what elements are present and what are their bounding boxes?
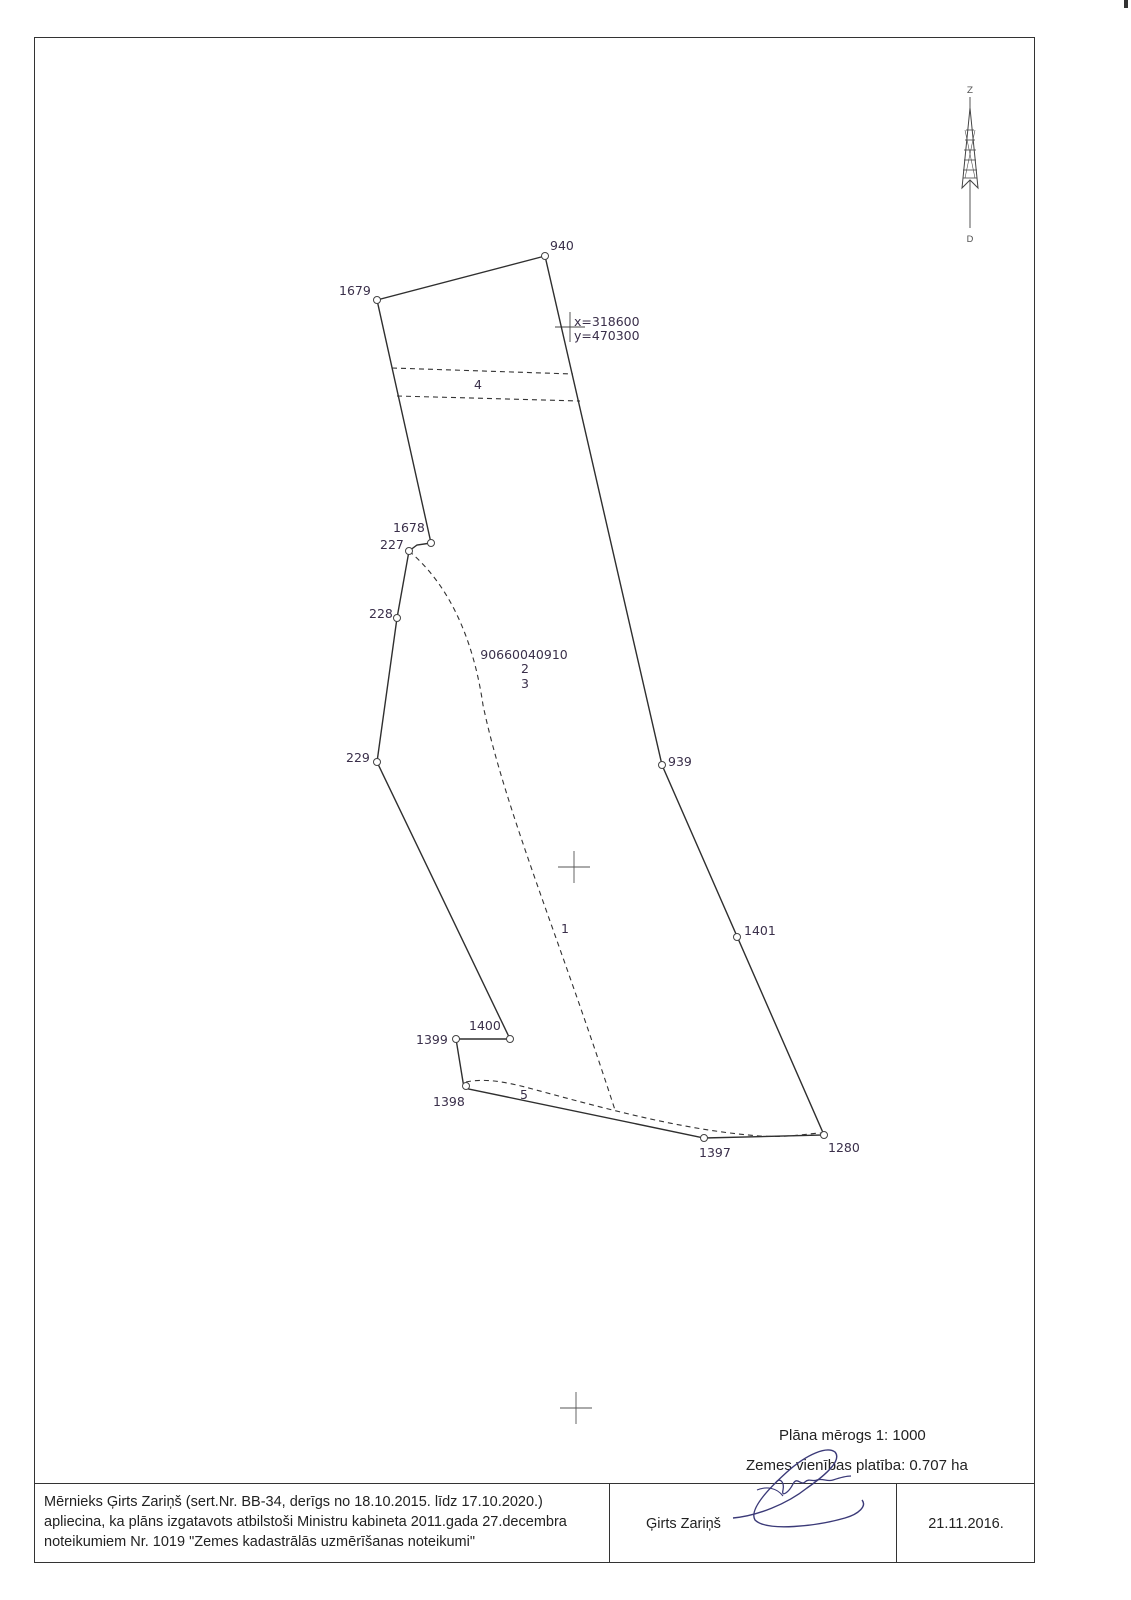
coordinate-y: y=470300 <box>574 328 640 343</box>
grid-cross-icon <box>560 1392 592 1424</box>
section-1-divider-line <box>409 551 615 1110</box>
north-letter: Z <box>966 86 974 96</box>
certification-line: apliecina, ka plāns izgatavots atbilstoši Ministru kabineta 2011.gada 27.decembra <box>44 1514 567 1530</box>
boundary-point-icon <box>507 1036 514 1043</box>
boundary-point-icon <box>453 1036 460 1043</box>
boundary-points <box>374 253 828 1142</box>
surveyor-name: Ģirts Zariņš <box>646 1516 721 1532</box>
parcel-cadastral-number: 90660040910 <box>480 647 568 662</box>
boundary-point-icon <box>463 1083 470 1090</box>
boundary-point-icon <box>542 253 549 260</box>
section-label-4: 4 <box>474 377 482 392</box>
boundary-point-icon <box>374 297 381 304</box>
section-4-upper-line <box>392 368 573 374</box>
boundary-point-icon <box>394 615 401 622</box>
point-label-1401: 1401 <box>744 923 776 938</box>
point-label-1400: 1400 <box>469 1018 501 1033</box>
certification-line: Mērnieks Ģirts Zariņš (sert.Nr. BB-34, derīgs no 18.10.2015. līdz 17.10.2020.) <box>44 1494 543 1510</box>
point-label-1678: 1678 <box>393 520 425 535</box>
point-label-227: 227 <box>380 537 404 552</box>
boundary-point-icon <box>428 540 435 547</box>
parcel-boundary <box>377 256 824 1138</box>
section-lines <box>392 368 824 1136</box>
parcel-area: Zemes vienības platība: 0.707 ha <box>746 1457 968 1474</box>
point-label-940: 940 <box>550 238 574 253</box>
section-4-lower-line <box>397 396 580 401</box>
boundary-point-icon <box>659 762 666 769</box>
boundary-point-icon <box>406 548 413 555</box>
boundary-point-icon <box>701 1135 708 1142</box>
point-label-1397: 1397 <box>699 1145 731 1160</box>
certification-line: noteikumiem Nr. 1019 "Zemes kadastrālās uzmērīšanas noteikumi" <box>44 1534 475 1550</box>
point-label-1399: 1399 <box>416 1032 448 1047</box>
boundary-point-icon <box>374 759 381 766</box>
plan-scale: Plāna mērogs 1: 1000 <box>779 1427 926 1444</box>
point-label-229: 229 <box>346 750 370 765</box>
point-label-939: 939 <box>668 754 692 769</box>
certification-footer <box>34 1483 1035 1563</box>
boundary-point-icon <box>821 1132 828 1139</box>
point-label-1398: 1398 <box>433 1094 465 1109</box>
grid-cross-icon <box>558 851 590 883</box>
section-label-1: 1 <box>561 921 569 936</box>
boundary-point-icon <box>734 934 741 941</box>
point-label-1280: 1280 <box>828 1140 860 1155</box>
certification-text <box>44 1492 614 1552</box>
surveyor-signature <box>727 1446 877 1536</box>
section-label-2: 2 <box>521 661 529 676</box>
north-arrow-icon <box>962 86 978 245</box>
south-letter: D <box>966 235 974 245</box>
point-label-228: 228 <box>369 606 393 621</box>
section-label-5: 5 <box>520 1087 528 1102</box>
plan-date: 21.11.2016. <box>928 1516 1004 1532</box>
coordinate-x: x=318600 <box>574 314 640 329</box>
section-label-3: 3 <box>521 676 529 691</box>
date-cell <box>896 1484 1035 1563</box>
point-label-1679: 1679 <box>339 283 371 298</box>
